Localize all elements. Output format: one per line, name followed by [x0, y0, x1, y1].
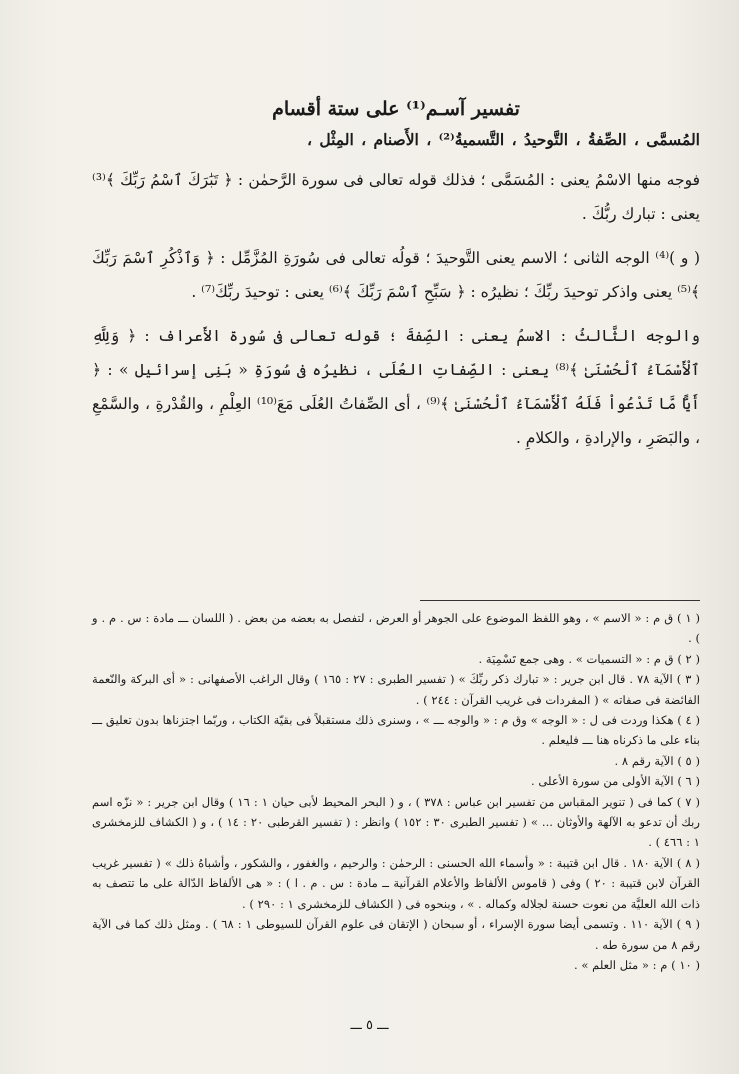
page-number: ـــ ٥ ـــ — [350, 1018, 389, 1033]
page-title: تفسير آسـم⁽¹⁾ على ستة أقسام — [272, 98, 520, 120]
footnote-separator — [420, 600, 700, 601]
paragraph-1: فوجه منها الاسْمُ يعنى : المُسَمَّى ؛ فذلك قوله تعالى فى سورة الرَّحمٰن : ﴿ تَبَٰرَكَ ٱسْمُ رَبِّكَ ﴾⁽³⁾ يعنى : تبارك ربُّكَ . — [92, 171, 700, 223]
footnote: ( ٢ ) ق م : « التسميات » . وهى جمع تَسْمِيَة . — [478, 651, 700, 666]
paragraph-2: ( و )⁽⁴⁾ الوجه الثانى ؛ الاسم يعنى التَّوحيدَ ؛ قولُه تعالى فى سُورَةِ المُزَّمِّل : ﴿ وَٱذْكُرِ ٱسْمَ رَبِّكَ ﴾⁽⁵⁾ يعنى واذكر توحيدَ ربِّكَ ؛ نظيرُه : ﴿ سَبِّحِ ٱسْمَ رَبِّكَ ﴾⁽⁶⁾ يعنى : توحيدَ ربِّكَ⁽⁷⁾ . — [92, 249, 700, 301]
subtitle-categories: المُسمَّى ، الصِّفةُ ، التَّوحيدُ ، التَّسميةُ⁽²⁾ ، الأَصنام ، المِثْل ، — [306, 130, 700, 149]
footnote: ( ٥ ) الآية رقم ٨ . — [614, 753, 700, 768]
footnote: ( ٩ ) الآية ١١٠ . وتسمى أيضا سورة الإسراء ، أو سبحان ( الإتقان فى علوم القرآن للسيوطى ١ : ٦٨ ) . ومثل ذلك كما فى الآية رقم ٨ من سورة طه . — [92, 917, 700, 952]
footnote: ( ٤ ) هكذا وردت فى ل : « الوجه » وق م : « والوجه ـــ » ، وسنرى ذلك مستقبلاً فى بقيّة الكتاب ، وربّما اجتزناها بدون تعليق ـــ بناء على ما ذكرناه هنا ـــ فليعلم . — [92, 713, 700, 748]
footnote: ( ٧ ) كما فى ( تنوير المقباس من تفسير ابن عباس : ٣٧٨ ) ، و ( البحر المحيط لأبى حيان ١ : ١٦ ) وقال ابن جرير : « نزّه اسم ربك أن تدعو به الآلهة والأوثان ... » ( تفسير الطبرى ٣٠ : ١٥٢ ) وانظر : ( تفسير القرطبى ٢٠ : ١٤ ) ، و ( الكشاف للزمخشرى ١ : ٤٦٦ ) . — [92, 794, 701, 850]
paragraph-3: والوجه الثَّالثُ : الاسمُ يعنى : الصِّفةَ ؛ قوله تعالى فى سُورة الأَعراف : ﴿ وَلِلَّهِ ٱلْأَسْمَآءُ ٱلْحُسْنَىٰ ﴾⁽⁸⁾ يعنى : الصِّفاتِ العُلَى ، نظيرُه فى سُورَةِ « بَنِى إسرائيل » : ﴿ أَيًّا مَّا تَدْعُواْ فَلَهُ ٱلْأَسْمَآءُ ٱلْحُسْنَىٰ ﴾⁽⁹⁾ ، أى الصِّفاتُ العُلَى مَعَ⁽¹⁰⁾ العِلْمِ ، والقُدْرةِ ، والسَّمْعِ ، والبَصَرِ ، والإرادةِ ، والكلامِ . — [92, 327, 700, 447]
footnote: ( ١٠ ) م : « مثل العلم » . — [573, 957, 700, 972]
footnote: ( ٨ ) الآية ١٨٠ . قال ابن قتيبة : « وأسماء الله الحسنى : الرحمٰن : والرحيم ، والغفور ، والشكور ، وأشباهُ ذلك » ( تفسير غريب القرآن لابن قتيبة : ٢٠ ) وفى ( قاموس الألفاظ والأعلام القرآنية ــ مادة : س . م . ا ) : « هى الألفاظ الدّالة على ما تتصف به ذات الله العليَّة من نعوت حسنة لجلاله وكماله . » ، وبنحوه فى ( الكشاف للزمخشرى ١ : ٢٩٠ ) . — [92, 855, 700, 911]
main-text — [92, 98, 700, 465]
footnote: ( ١ ) ق م : « الاسم » ، وهو اللفظ الموضوع على الجوهر أو العرض ، لتفصل به بعضه من بعض . ( اللسان ـــ مادة : س . م . و ) . — [92, 611, 700, 646]
footnote: ( ٣ ) الآية ٧٨ . قال ابن جرير : « تبارك ذكر ربِّكَ » ( تفسير الطبرى : ٢٧ : ١٦٥ ) وقال الراغب الأصفهانى : « أى البركة والنّعمة الفائضة فى صفاته » ( المفردات فى غريب القرآن : ٢٤٤ ) . — [92, 672, 700, 707]
footnotes — [92, 608, 700, 975]
footnote: ( ٦ ) الآية الأولى من سورة الأعلى . — [530, 774, 700, 789]
